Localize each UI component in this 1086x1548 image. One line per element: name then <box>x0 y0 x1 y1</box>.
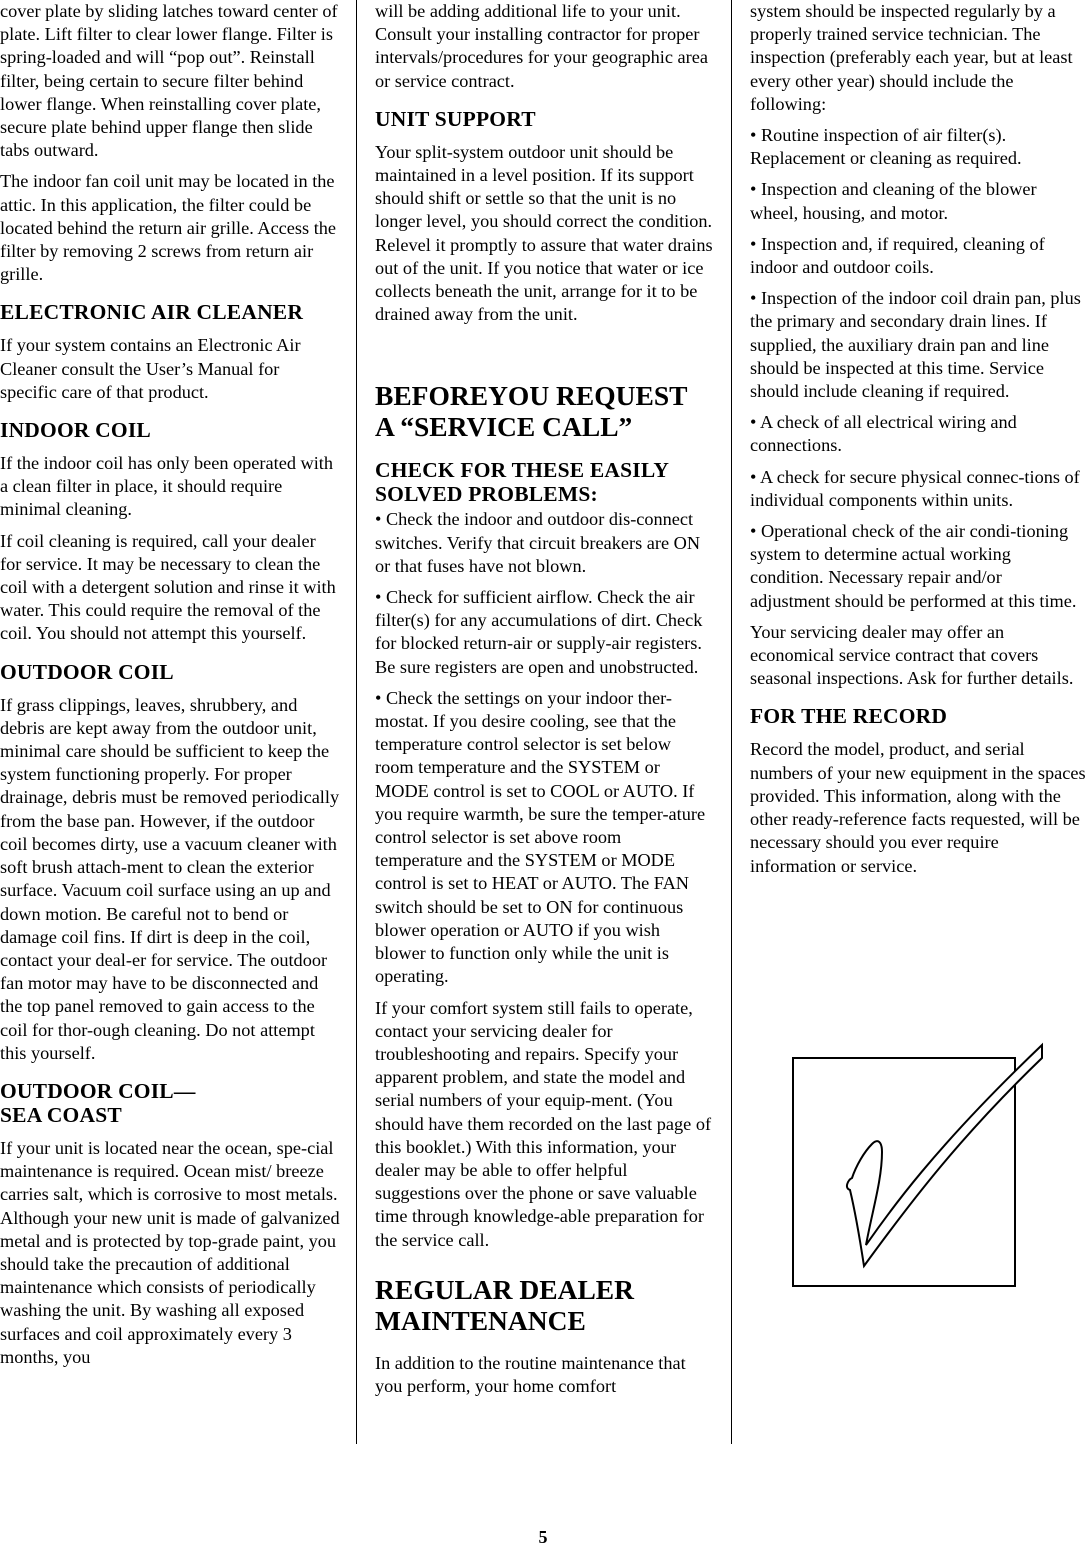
paragraph-unit-support: Your split-system outdoor unit should be maintained in a level position. If its support should shift or settle so that the unit is no longer level, you should correct the condition. Relevel it promptly to assure that water drains out of the unit. If you notice that water or ice collects beneath the unit, arrange for it to be drained away from the unit. <box>375 141 713 325</box>
heading-line: SEA COAST <box>0 1102 122 1127</box>
bullet-physical-connections: • A check for secure physical connec-tions of individual components within units. <box>750 466 1080 510</box>
heading-for-the-record: FOR THE RECORD <box>750 704 948 729</box>
bullet-drain-pan: • Inspection of the indoor coil drain pan, plus the primary and secondary drain lines. If supplied, the auxiliary drain pan and line should be inspected at this time. Service should include cleaning if required. <box>750 288 1081 402</box>
bullet-coils: • Inspection and, if required, cleaning of indoor and outdoor coils. <box>750 233 1045 278</box>
heading-line: A “SERVICE CALL” <box>375 411 633 443</box>
paragraph-attic-filter: The indoor fan coil unit may be located in the attic. In this application, the filter could be located behind the return air grille. Access the filter by removing 2 screws from return air grille. <box>0 171 337 285</box>
paragraph-service-contract: Your servicing dealer may offer an economical service contract that covers seasonal inspections. Ask for further details. <box>750 621 1074 689</box>
column-divider <box>731 0 732 1444</box>
heading-line: MAINTENANCE <box>375 1304 586 1336</box>
column-3 <box>750 0 1086 886</box>
heading-before-service-call <box>375 380 713 442</box>
bullet-operational-check: • Operational check of the air condi-tioning system to determine actual working condition. Necessary repair and/or adjustment should be performed at this time. <box>750 521 1077 611</box>
bullet-airflow: • Check for sufficient airflow. Check the air filter(s) for any accumulations of dirt. Check for blocked return-air or supply-air registers. Be sure registers are open and unobstructed. <box>375 587 703 677</box>
heading-unit-support: UNIT SUPPORT <box>375 106 536 131</box>
heading-electronic-air-cleaner: ELECTRONIC AIR CLEANER <box>0 300 304 325</box>
bullet-wiring: • A check of all electrical wiring and connections. <box>750 412 1017 456</box>
heading-line: OUTDOOR COIL— <box>0 1078 196 1103</box>
column-1 <box>0 0 340 1377</box>
heading-regular-dealer-maintenance <box>375 1274 713 1336</box>
heading-outdoor-coil: OUTDOOR COIL <box>0 659 174 684</box>
paragraph-still-fails: If your comfort system still fails to operate, contact your servicing dealer for troubleshooting and repairs. Specify your apparent problem, and state the model and serial numbers of your equip-ment. (You should have them recorded on the last page of this booklet.) With this information, your dealer may be able to offer helpful suggestions over the phone or save valuable time through knowledge-able preparation for the service call. <box>375 997 712 1250</box>
bullet-air-filter: • Routine inspection of air filter(s). Replacement or cleaning as required. <box>750 125 1022 169</box>
heading-check-problems: CHECK FOR THESE EASILY SOLVED PROBLEMS: <box>375 458 669 507</box>
column-divider <box>356 0 357 1444</box>
bullet-blower: • Inspection and cleaning of the blower wheel, housing, and motor. <box>750 179 1037 223</box>
bullet-thermostat: • Check the settings on your indoor ther-mostat. If you desire cooling, see that the temperature control selector is set below room temperature and the SYSTEM or MODE control is set to COOL or AUTO. If you require warmth, be sure the temper-ature control selector is set above room temperature and the SYSTEM or MODE control is set to HEAT or AUTO. The FAN switch should be set to ON for continuous blower operation or AUTO if you wish blower to function only while the unit is operating. <box>375 687 706 987</box>
checkmark-in-box-icon <box>792 1040 1052 1290</box>
paragraph-indoor-coil-2: If coil cleaning is required, call your dealer for service. It may be necessary to clean the coil with a detergent solution and rinse it with water. This could require the removal of the coil. You should not attempt this yourself. <box>0 530 336 644</box>
paragraph-routine-maintenance: In addition to the routine maintenance that you perform, your home comfort <box>375 1352 686 1396</box>
paragraph-outdoor-coil: If grass clippings, leaves, shrubbery, and debris are kept away from the outdoor unit, minimal care should be sufficient to keep the system functioning properly. For proper drainage, debris must be removed periodically from the base pan. However, if the outdoor coil becomes dirty, use a vacuum cleaner with soft brush attach-ment to clean the exterior surface. Vacuum coil surface using an up and down motion. Be careful not to bend or damage coil fins. If dirt is deep in the coil, contact your deal-er for service. The outdoor fan motor may have to be disconnected and the top panel removed to gain access to the coil for thor-ough cleaning. Do not attempt this yourself. <box>0 694 340 1063</box>
heading-line: REGULAR DEALER <box>375 1273 634 1305</box>
paragraph-additional-life: will be adding additional life to your unit. Consult your installing contractor for proper intervals/procedures for your geographic area or service contract. <box>375 1 708 91</box>
paragraph-inspection: system should be inspected regularly by a properly trained service technician. The inspection (preferably each year, but at least every other year) should include the following: <box>750 1 1073 114</box>
column-2 <box>375 0 713 1406</box>
paragraph-electronic-air-cleaner: If your system contains an Electronic Air Cleaner consult the User’s Manual for specific care of that product. <box>0 335 301 402</box>
heading-indoor-coil: INDOOR COIL <box>0 418 151 443</box>
heading-line: BEFOREYOU REQUEST <box>375 380 688 412</box>
heading-outdoor-coil-sea-coast <box>0 1079 340 1127</box>
paragraph-sea-coast: If your unit is located near the ocean, spe-cial maintenance is required. Ocean mist/ breeze carries salt, which is corrosive to most metals. Although your new unit is made of galvanized metal and is protected by top-grade paint, you should take the precaution of additional maintenance which consists of periodically washing the unit. By washing all exposed surfaces and coil approximately every 3 months, you <box>0 1137 340 1367</box>
paragraph-record: Record the model, product, and serial numbers of your new equipment in the spaces provided. This information, along with the other ready-reference facts requested, will be necessary should you ever require information or service. <box>750 739 1086 876</box>
page-number: 5 <box>538 1527 548 1547</box>
bullet-disconnect-switches: • Check the indoor and outdoor dis-connect switches. Verify that circuit breakers are ON or that fuses have not blown. <box>375 509 701 576</box>
paragraph-indoor-coil-1: If the indoor coil has only been operated with a clean filter in place, it should require minimal cleaning. <box>0 453 334 520</box>
paragraph-filter-cover: cover plate by sliding latches toward center of plate. Lift filter to clear lower flange. Filter is spring-loaded and will “pop out”. Reinstall filter, being certain to secure filter behind lower flange. When reinstalling cover plate, secure plate behind upper flange then slide tabs outward. <box>0 1 338 161</box>
